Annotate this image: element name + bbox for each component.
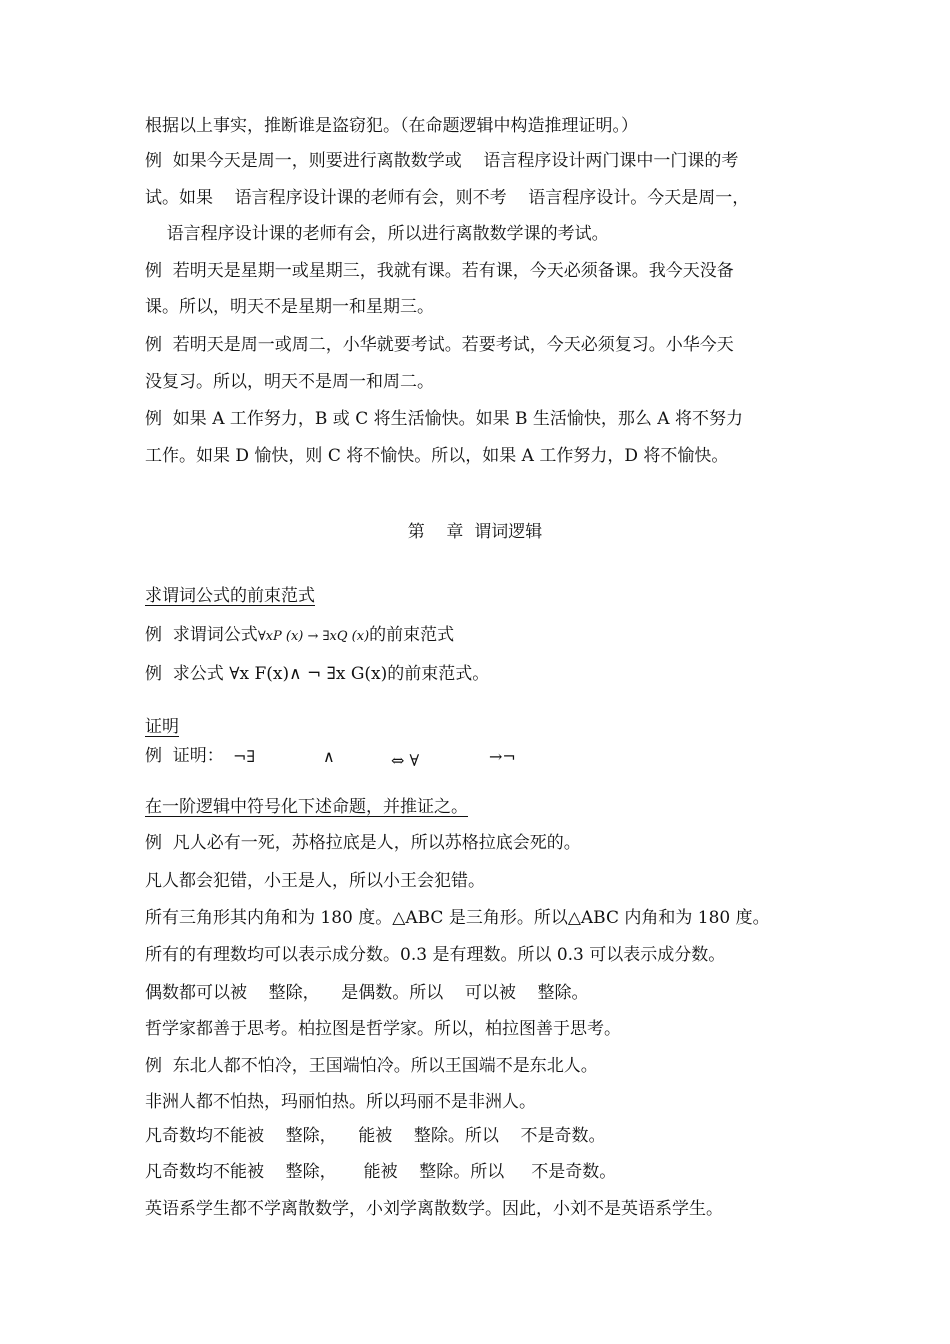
logic-symbol: →¬: [489, 747, 516, 766]
text-line: 例 若明天是星期一或星期三，我就有课。若有课，今天必须备课。我今天没备: [145, 261, 734, 281]
text-line: 哲学家都善于思考。柏拉图是哲学家。所以，柏拉图善于思考。: [145, 1019, 621, 1039]
example-line: 例 求公式 ∀x F(x)∧ ¬ ∃x G(x)的前束范式。: [145, 664, 490, 684]
text-line: 例 若明天是周一或周二，小华就要考试。若要考试，今天必须复习。小华今天: [145, 335, 734, 355]
text-line: 没复习。所以，明天不是周一和周二。: [145, 372, 434, 392]
text-line: 例 凡人必有一死，苏格拉底是人，所以苏格拉底会死的。: [145, 833, 581, 853]
proof-line: 例 证明：: [145, 746, 224, 766]
formula: ∀xP (x) → ∃xQ (x): [257, 629, 370, 644]
text-line: 非洲人都不怕热，玛丽怕热。所以玛丽不是非洲人。: [145, 1092, 536, 1112]
text-line: 课。所以，明天不是星期一和星期三。: [145, 297, 434, 317]
logic-symbol: ⇔ ∀: [391, 751, 420, 770]
text-line: 根据以上事实，推断谁是盗窃犯。（在命题逻辑中构造推理证明。）: [145, 116, 638, 136]
text-line: 凡奇数均不能被 整除， 能被 整除。所以 不是奇数。: [145, 1162, 617, 1182]
section-heading: 在一阶逻辑中符号化下述命题，并推证之。: [145, 797, 468, 817]
text-line: 英语系学生都不学离散数学，小刘学离散数学。因此，小刘不是英语系学生。: [145, 1199, 723, 1219]
chapter-title: 第 章 谓词逻辑: [407, 522, 543, 542]
text-line: 例 东北人都不怕冷，王国端怕冷。所以王国端不是东北人。: [145, 1056, 598, 1076]
text-line: 语言程序设计课的老师有会，所以进行离散数学课的考试。: [145, 224, 609, 244]
text-line: 例 如果今天是周一，则要进行离散数学或 语言程序设计两门课中一门课的考: [145, 151, 739, 171]
example-line: [145, 624, 454, 648]
text-line: 工作。如果 D 愉快，则 C 将不愉快。所以，如果 A 工作努力，D 将不愉快。: [145, 446, 729, 466]
logic-symbol: ∧: [323, 747, 335, 766]
text-line: 试。如果 语言程序设计课的老师有会，则不考 语言程序设计。今天是周一，: [145, 188, 750, 208]
logic-symbol: ¬∃: [233, 747, 256, 766]
text-line: 所有的有理数均可以表示成分数。0.3 是有理数。所以 0.3 可以表示成分数。: [145, 945, 726, 965]
text-line: 凡奇数均不能被 整除， 能被 整除。所以 不是奇数。: [145, 1126, 606, 1146]
example-suffix: 的前束范式: [369, 625, 455, 645]
section-heading: 求谓词公式的前束范式: [145, 586, 315, 606]
example-prefix: 例 求谓词公式: [145, 625, 258, 645]
section-heading: 证明: [145, 717, 179, 737]
text-line: 例 如果 A 工作努力，B 或 C 将生活愉快。如果 B 生活愉快，那么 A 将不努力: [145, 409, 743, 429]
text-line: 偶数都可以被 整除， 是偶数。所以 可以被 整除。: [145, 983, 589, 1003]
text-line: 凡人都会犯错，小王是人，所以小王会犯错。: [145, 871, 485, 891]
text-line: 所有三角形其内角和为 180 度。△ABC 是三角形。所以△ABC 内角和为 180 度。: [145, 908, 770, 928]
